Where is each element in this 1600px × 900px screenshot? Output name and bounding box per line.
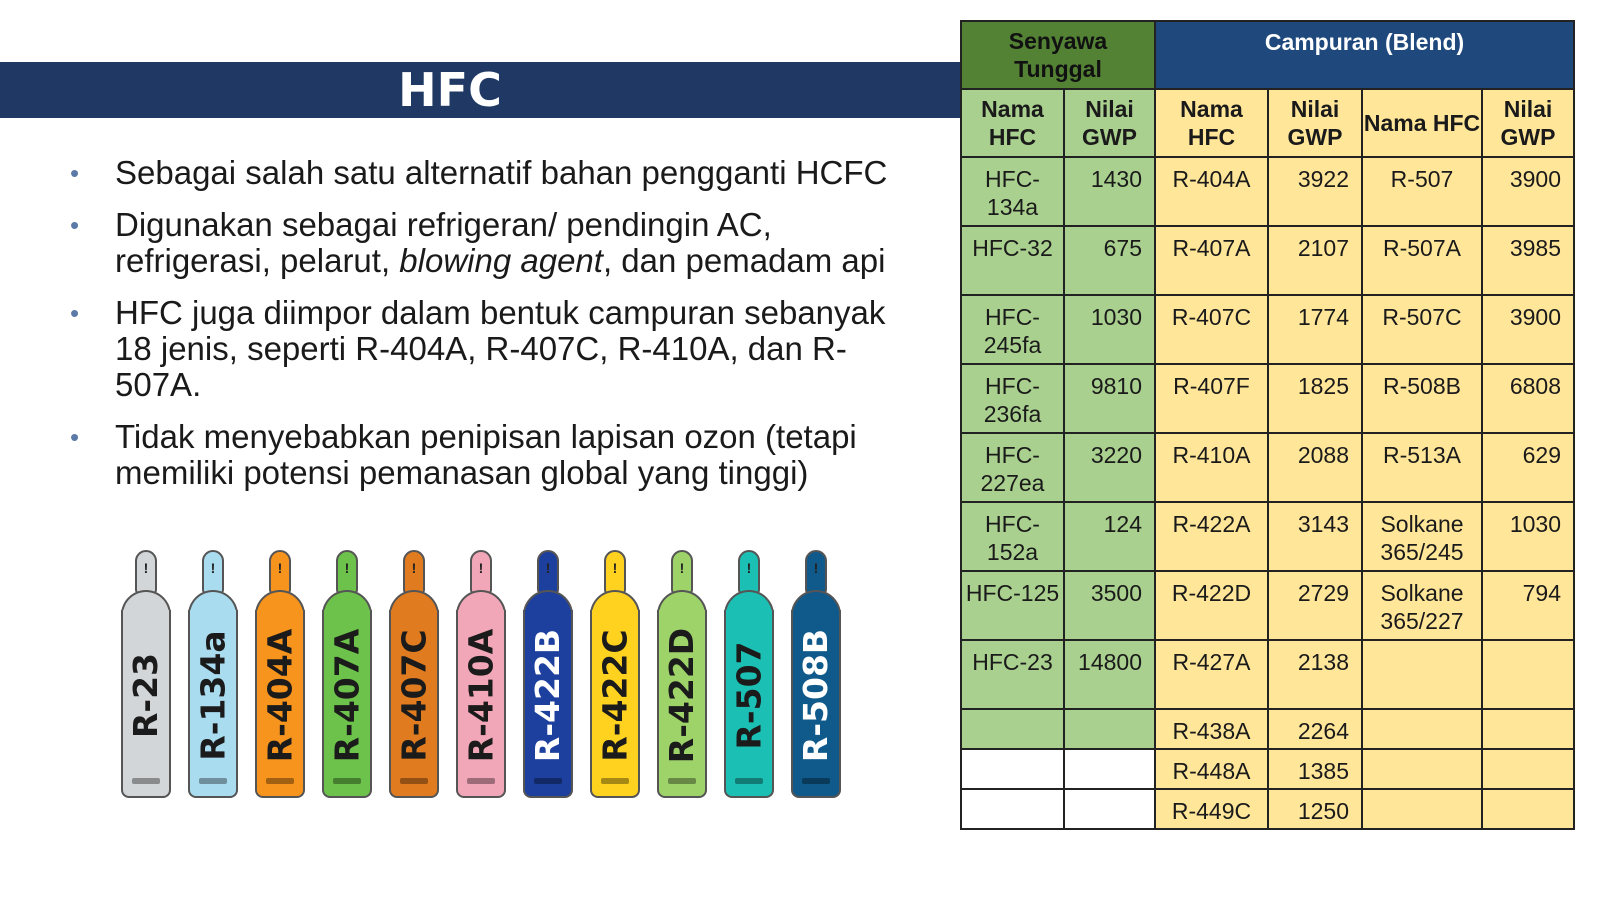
blend-name-cell [1362,709,1482,749]
valve-mark: ! [478,560,484,576]
gas-cylinder [788,550,844,798]
cylinder-brand-mark [467,778,495,784]
cylinder-label: R-507 [729,641,769,749]
blend-name-cell: R-407A [1155,226,1268,295]
single-name-cell: HFC-245fa [961,295,1064,364]
bullet-dot: • [70,210,80,240]
blend-name-cell: R-407C [1155,295,1268,364]
blend-gwp-cell: 3922 [1268,157,1362,226]
table-row [961,433,1574,502]
blend-name-cell: R-407F [1155,364,1268,433]
blend-name-cell [1362,749,1482,789]
blend-name-cell: R-449C [1155,789,1268,829]
table-row [961,709,1574,749]
header-single-compound: Senyawa Tunggal [961,21,1155,89]
table-row [961,571,1574,640]
cylinder-valve [738,550,760,594]
bullet-item [70,295,930,403]
blend-gwp-cell: 2138 [1268,640,1362,709]
cylinder-valve [537,550,559,594]
blend-gwp-cell: 3985 [1482,226,1574,295]
blend-gwp-cell: 2088 [1268,433,1362,502]
single-gwp-cell [1064,709,1155,749]
cylinder-brand-mark [400,778,428,784]
header-name: Nama HFC [1362,89,1482,157]
bullet-text: Sebagai salah satu alternatif bahan pengganti HCFC [115,154,888,191]
cylinder-brand-mark [132,778,160,784]
blend-gwp-cell: 1030 [1482,502,1574,571]
blend-name-cell: R-410A [1155,433,1268,502]
cylinder-label-wrap [724,620,774,770]
cylinder-valve [202,550,224,594]
bullet-text: HFC juga diimpor dalam bentuk campuran sebanyak 18 jenis, seperti R-404A, R-407C, R-410A, dan R-507A. [115,294,886,403]
cylinder-brand-mark [601,778,629,784]
table-row [961,364,1574,433]
cylinder-valve [336,550,358,594]
cylinder-brand-mark [266,778,294,784]
table-row [961,295,1574,364]
blend-gwp-cell: 1825 [1268,364,1362,433]
single-gwp-cell: 9810 [1064,364,1155,433]
cylinder-valve [135,550,157,594]
gas-cylinder [185,550,241,798]
table-row [961,789,1574,829]
blend-gwp-cell: 629 [1482,433,1574,502]
gas-cylinder [520,550,576,798]
bullet-text-italic: blowing agent [399,242,603,279]
single-gwp-cell [1064,789,1155,829]
single-name-cell: HFC-125 [961,571,1064,640]
cylinder-brand-mark [333,778,361,784]
single-name-cell: HFC-152a [961,502,1064,571]
gas-cylinder [587,550,643,798]
cylinder-label: R-422B [528,628,568,762]
bullet-item [70,155,930,191]
cylinder-label: R-404A [260,628,300,762]
bullet-text: Digunakan sebagai refrigeran/ pendingin AC, refrigerasi, pelarut, [115,206,772,279]
cylinder-label: R-508B [796,628,836,762]
single-gwp-cell: 675 [1064,226,1155,295]
cylinder-label-wrap [389,620,439,770]
gas-cylinder [453,550,509,798]
blend-gwp-cell: 2107 [1268,226,1362,295]
header-name: Nama HFC [1155,89,1268,157]
blend-name-cell [1362,789,1482,829]
blend-gwp-cell: 794 [1482,571,1574,640]
blend-gwp-cell [1482,640,1574,709]
valve-mark: ! [679,560,685,576]
valve-mark: ! [344,560,350,576]
valve-mark: ! [210,560,216,576]
blend-gwp-cell [1482,749,1574,789]
blend-name-cell: R-513A [1362,433,1482,502]
valve-mark: ! [545,560,551,576]
single-gwp-cell: 1430 [1064,157,1155,226]
header-gwp: Nilai GWP [1482,89,1574,157]
cylinder-label-wrap [791,620,841,770]
cylinder-label: R-407A [327,628,367,762]
single-name-cell [961,709,1064,749]
valve-mark: ! [143,560,149,576]
blend-name-cell: Solkane 365/245 [1362,502,1482,571]
blend-gwp-cell: 1774 [1268,295,1362,364]
blend-name-cell: R-508B [1362,364,1482,433]
blend-name-cell: R-448A [1155,749,1268,789]
bullet-item [70,207,930,279]
valve-mark: ! [813,560,819,576]
blend-gwp-cell: 1385 [1268,749,1362,789]
blend-name-cell: R-507C [1362,295,1482,364]
single-gwp-cell [1064,749,1155,789]
blend-gwp-cell [1482,789,1574,829]
single-name-cell: HFC-227ea [961,433,1064,502]
single-name-cell [961,749,1064,789]
gas-cylinder [654,550,710,798]
valve-mark: ! [746,560,752,576]
single-name-cell: HFC-32 [961,226,1064,295]
valve-mark: ! [612,560,618,576]
cylinder-label: R-422D [662,627,702,763]
blend-gwp-cell: 2729 [1268,571,1362,640]
blend-gwp-cell: 2264 [1268,709,1362,749]
blend-name-cell: R-507A [1362,226,1482,295]
single-gwp-cell: 3220 [1064,433,1155,502]
cylinder-label: R-407C [394,628,434,762]
blend-name-cell: R-422A [1155,502,1268,571]
blend-name-cell [1362,640,1482,709]
cylinder-valve [470,550,492,594]
cylinder-label-wrap [188,620,238,770]
cylinder-label-wrap [590,620,640,770]
gas-cylinder [386,550,442,798]
single-name-cell [961,789,1064,829]
cylinder-label-wrap [657,620,707,770]
single-name-cell: HFC-134a [961,157,1064,226]
cylinder-brand-mark [199,778,227,784]
bullet-dot: • [70,298,80,328]
cylinder-brand-mark [668,778,696,784]
blend-name-cell: R-507 [1362,157,1482,226]
single-gwp-cell: 124 [1064,502,1155,571]
blend-gwp-cell: 3900 [1482,157,1574,226]
gas-cylinder [118,550,174,798]
blend-gwp-cell: 3900 [1482,295,1574,364]
cylinder-label: R-422C [595,628,635,762]
header-gwp: Nilai GWP [1064,89,1155,157]
cylinder-valve [805,550,827,594]
gas-cylinder [721,550,777,798]
blend-gwp-cell [1482,709,1574,749]
gas-cylinder [252,550,308,798]
cylinder-label: R-23 [126,652,166,738]
valve-mark: ! [277,560,283,576]
bullet-text: , dan pemadam api [602,242,886,279]
cylinder-brand-mark [735,778,763,784]
bullet-dot: • [70,422,80,452]
bullet-text: Tidak menyebabkan penipisan lapisan ozon (tetapi memiliki potensi pemanasan global yang tinggi) [115,418,857,491]
cylinder-valve [269,550,291,594]
blend-gwp-cell: 1250 [1268,789,1362,829]
cylinder-valve [671,550,693,594]
cylinder-label: R-134a [193,629,233,761]
single-gwp-cell: 3500 [1064,571,1155,640]
gwp-table [960,20,1575,830]
header-blend: Campuran (Blend) [1155,21,1574,89]
slide-title: HFC [398,63,502,117]
bullet-list [70,155,930,507]
cylinder-valve [403,550,425,594]
header-name: Nama HFC [961,89,1064,157]
bullet-item [70,419,930,491]
table-row [961,157,1574,226]
cylinder-label-wrap [523,620,573,770]
cylinder-label-wrap [322,620,372,770]
blend-gwp-cell: 6808 [1482,364,1574,433]
cylinder-valve [604,550,626,594]
gas-cylinder [319,550,375,798]
blend-name-cell: R-427A [1155,640,1268,709]
valve-mark: ! [411,560,417,576]
cylinder-label: R-410A [461,628,501,762]
cylinder-label-wrap [121,620,171,770]
single-gwp-cell: 1030 [1064,295,1155,364]
cylinder-label-wrap [456,620,506,770]
blend-name-cell: Solkane 365/227 [1362,571,1482,640]
table-row [961,749,1574,789]
table-row [961,502,1574,571]
table-row [961,640,1574,709]
cylinder-label-wrap [255,620,305,770]
blend-name-cell: R-422D [1155,571,1268,640]
single-gwp-cell: 14800 [1064,640,1155,709]
single-name-cell: HFC-236fa [961,364,1064,433]
bullet-dot: • [70,158,80,188]
blend-name-cell: R-404A [1155,157,1268,226]
header-gwp: Nilai GWP [1268,89,1362,157]
blend-name-cell: R-438A [1155,709,1268,749]
cylinder-brand-mark [802,778,830,784]
title-bar [0,62,963,118]
cylinder-brand-mark [534,778,562,784]
blend-gwp-cell: 3143 [1268,502,1362,571]
single-name-cell: HFC-23 [961,640,1064,709]
table-row [961,226,1574,295]
